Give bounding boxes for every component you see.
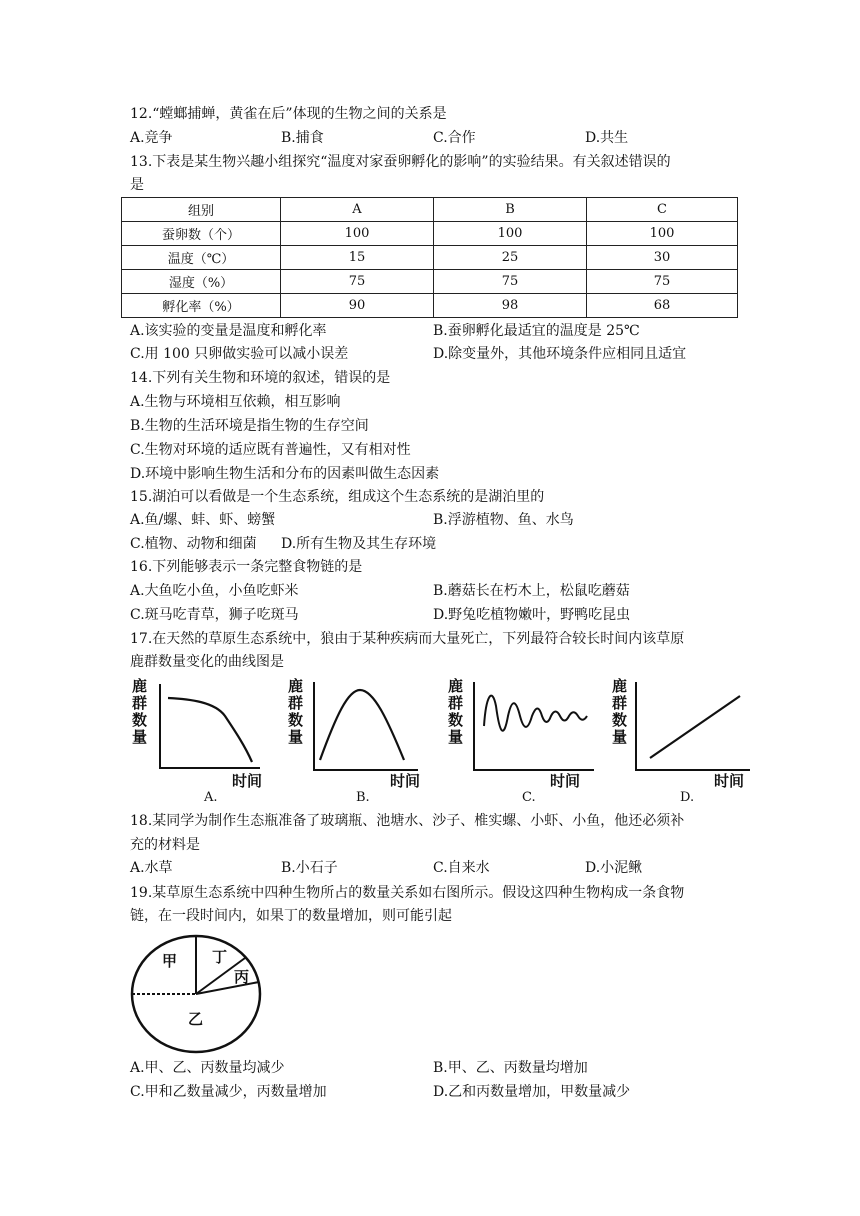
graph-c-letter: C. xyxy=(522,790,536,805)
q16-option-b: B.蘑菇长在朽木上，松鼠吃蘑菇 xyxy=(433,583,630,599)
population-pie-chart xyxy=(128,934,268,1056)
q14-stem: 14.下列有关生物和环境的叙述，错误的是 xyxy=(130,370,391,386)
table-cell: 蚕卵数（个） xyxy=(122,222,281,246)
table-cell: 100 xyxy=(281,222,434,246)
q13-stem-cont: 是 xyxy=(130,177,144,193)
table-cell: 75 xyxy=(434,270,587,294)
table-cell: 15 xyxy=(281,246,434,270)
table-cell: 98 xyxy=(434,294,587,318)
graph-ylabel: 鹿群数量 xyxy=(130,678,148,746)
q15-option-c: C.植物、动物和细菌 xyxy=(130,536,257,552)
q13-option-a: A.该实验的变量是温度和孵化率 xyxy=(130,323,327,339)
q13-option-c: C.用 100 只卵做实验可以减小误差 xyxy=(130,346,349,362)
q17-stem-cont: 鹿群数量变化的曲线图是 xyxy=(130,654,284,670)
pie-label-bing: 丙 xyxy=(234,968,250,986)
q16-option-c: C.斑马吃青草，狮子吃斑马 xyxy=(130,607,299,623)
q17-stem: 17.在天然的草原生态系统中，狼由于某种疾病而大量死亡，下列最符合较长时间内该草原 xyxy=(130,631,685,647)
q15-stem: 15.湖泊可以看做是一个生态系统，组成这个生态系统的是湖泊里的 xyxy=(130,489,545,505)
table-header: B xyxy=(434,198,587,222)
q14-option-b: B.生物的生活环境是指生物的生存空间 xyxy=(130,418,369,434)
q19-option-a: A.甲、乙、丙数量均减少 xyxy=(130,1060,285,1076)
q19-option-d: D.乙和丙数量增加，甲数量减少 xyxy=(433,1084,631,1100)
q12-option-b: B.捕食 xyxy=(281,130,324,146)
q18-option-b: B.小石子 xyxy=(281,860,338,876)
graph-ylabel: 鹿群数量 xyxy=(286,678,304,746)
graph-a-letter: A. xyxy=(204,790,218,805)
table-cell: 25 xyxy=(434,246,587,270)
q19-option-c: C.甲和乙数量减少，丙数量增加 xyxy=(130,1084,327,1100)
graph-d xyxy=(610,676,752,788)
table-cell: 100 xyxy=(434,222,587,246)
graph-ylabel: 鹿群数量 xyxy=(610,678,628,746)
q18-stem: 18.某同学为制作生态瓶准备了玻璃瓶、池塘水、沙子、椎实螺、小虾、小鱼，他还必须补 xyxy=(130,813,685,829)
graph-xlabel: 时间 xyxy=(550,772,581,790)
q19-stem: 19.某草原生态系统中四种生物所占的数量关系如右图所示。假设这四种生物构成一条食物 xyxy=(130,885,685,901)
q13-stem: 13.下表是某生物兴趣小组探究“温度对家蚕卵孵化的影响”的实验结果。有关叙述错误的 xyxy=(130,154,671,170)
q16-option-a: A.大鱼吃小鱼，小鱼吃虾米 xyxy=(130,583,299,599)
q15-option-a: A.鱼/螺、蚌、虾、螃蟹 xyxy=(130,512,276,528)
q15-option-d: D.所有生物及其生存环境 xyxy=(281,536,437,552)
graph-a xyxy=(130,676,270,788)
table-row xyxy=(122,222,738,246)
table-cell: 68 xyxy=(587,294,738,318)
q16-option-d: D.野兔吃植物嫩叶，野鸭吃昆虫 xyxy=(433,607,631,623)
q12-stem: 12.“螳螂捕蝉，黄雀在后”体现的生物之间的关系是 xyxy=(130,106,447,122)
table-cell: 75 xyxy=(281,270,434,294)
q13-option-b: B.蚕卵孵化最适宜的温度是 25℃ xyxy=(433,323,640,339)
table-row xyxy=(122,294,738,318)
table-header: C xyxy=(587,198,738,222)
table-cell: 30 xyxy=(587,246,738,270)
q14-option-a: A.生物与环境相互依赖，相互影响 xyxy=(130,394,341,410)
table-row xyxy=(122,270,738,294)
q13-option-d: D.除变量外，其他环境条件应相同且适宜 xyxy=(433,346,687,362)
q18-option-a: A.水草 xyxy=(130,860,173,876)
table-cell: 75 xyxy=(587,270,738,294)
table-row xyxy=(122,246,738,270)
graph-b xyxy=(286,676,426,788)
q14-option-c: C.生物对环境的适应既有普遍性，又有相对性 xyxy=(130,442,411,458)
q12-option-c: C.合作 xyxy=(433,130,476,146)
table-cell: 90 xyxy=(281,294,434,318)
q12-option-d: D.共生 xyxy=(585,130,629,146)
pie-shape xyxy=(128,934,268,1056)
graph-d-letter: D. xyxy=(680,790,695,805)
q14-option-d: D.环境中影响生物生活和分布的因素叫做生态因素 xyxy=(130,466,440,482)
table-header-row xyxy=(122,198,738,222)
table-cell: 温度（℃） xyxy=(122,246,281,270)
table-header: 组别 xyxy=(122,198,281,222)
table-cell: 100 xyxy=(587,222,738,246)
q16-stem: 16.下列能够表示一条完整食物链的是 xyxy=(130,559,363,575)
q18-stem-cont: 充的材料是 xyxy=(130,837,200,853)
q18-option-c: C.自来水 xyxy=(433,860,490,876)
table-cell: 孵化率（%） xyxy=(122,294,281,318)
graph-ylabel: 鹿群数量 xyxy=(446,678,464,746)
pie-label-ding: 丁 xyxy=(212,948,228,966)
pie-label-jia: 甲 xyxy=(162,952,178,970)
pie-label-yi: 乙 xyxy=(188,1010,204,1028)
experiment-table xyxy=(121,197,738,318)
q19-stem-cont: 链，在一段时间内，如果丁的数量增加，则可能引起 xyxy=(130,908,452,924)
table-cell: 湿度（%） xyxy=(122,270,281,294)
graph-xlabel: 时间 xyxy=(232,772,263,790)
graph-c xyxy=(446,676,598,788)
q18-option-d: D.小泥鳅 xyxy=(585,860,643,876)
graph-xlabel: 时间 xyxy=(390,772,421,790)
graph-b-letter: B. xyxy=(356,790,370,805)
q12-option-a: A.竞争 xyxy=(130,130,173,146)
q19-option-b: B.甲、乙、丙数量均增加 xyxy=(433,1060,588,1076)
q15-option-b: B.浮游植物、鱼、水鸟 xyxy=(433,512,574,528)
graph-xlabel: 时间 xyxy=(714,772,745,790)
table-header: A xyxy=(281,198,434,222)
